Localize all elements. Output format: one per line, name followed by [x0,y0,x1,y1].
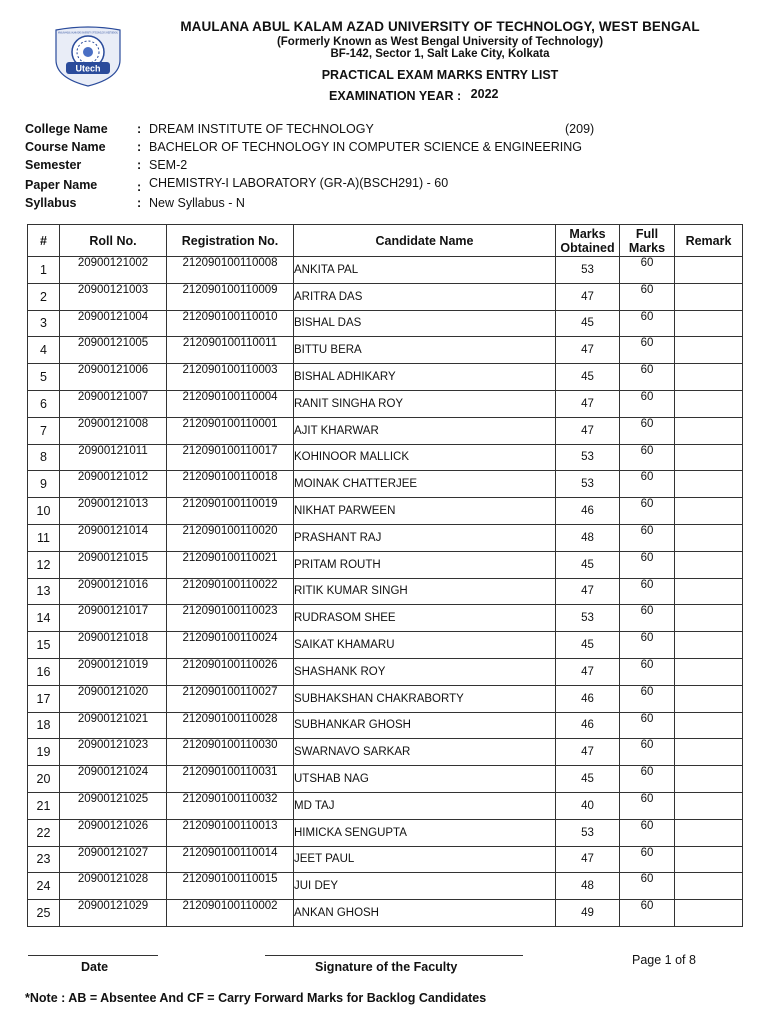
registration-number: 212090100110018 [167,471,294,498]
full-marks: 60 [620,364,675,391]
colon: : [137,196,142,210]
roll-number: 20900121027 [60,846,167,873]
candidate-name: BITTU BERA [294,337,556,364]
row-index: 12 [28,551,60,578]
row-index: 6 [28,390,60,417]
candidate-name: PRASHANT RAJ [294,524,556,551]
remark [675,283,743,310]
row-index: 21 [28,792,60,819]
candidate-name: ANKITA PAL [294,257,556,284]
full-marks: 60 [620,739,675,766]
roll-number: 20900121012 [60,471,167,498]
registration-number: 212090100110026 [167,658,294,685]
registration-number: 212090100110022 [167,578,294,605]
page-indicator: Page 1 of 8 [632,953,696,967]
marks-table [27,224,743,927]
roll-number: 20900121016 [60,578,167,605]
full-marks: 60 [620,578,675,605]
registration-number: 212090100110031 [167,766,294,793]
colon: : [137,158,142,172]
date-label: Date [81,960,109,974]
candidate-name: UTSHAB NAG [294,766,556,793]
full-marks: 60 [620,390,675,417]
marks-obtained: 47 [556,283,620,310]
full-marks: 60 [620,551,675,578]
course-name: BACHELOR OF TECHNOLOGY IN COMPUTER SCIENCE & ENGINEERING [149,140,582,154]
full-marks: 60 [620,766,675,793]
registration-number: 212090100110020 [167,524,294,551]
full-marks: 60 [620,900,675,927]
table-row [28,524,743,551]
roll-number: 20900121013 [60,498,167,525]
candidate-name: ANKAN GHOSH [294,900,556,927]
row-index: 2 [28,283,60,310]
table-row [28,685,743,712]
row-index: 15 [28,632,60,659]
remark [675,498,743,525]
roll-number: 20900121017 [60,605,167,632]
remark [675,766,743,793]
remark [675,712,743,739]
candidate-name: HIMICKA SENGUPTA [294,819,556,846]
table-row [28,337,743,364]
roll-number: 20900121003 [60,283,167,310]
remark [675,578,743,605]
marks-obtained: 47 [556,417,620,444]
marks-obtained: 48 [556,873,620,900]
candidate-name: JEET PAUL [294,846,556,873]
remark [675,632,743,659]
marks-obtained: 47 [556,846,620,873]
candidate-name: PRITAM ROUTH [294,551,556,578]
remark [675,605,743,632]
row-index: 1 [28,257,60,284]
table-row [28,310,743,337]
full-marks: 60 [620,658,675,685]
remark [675,739,743,766]
row-index: 10 [28,498,60,525]
candidate-name: KOHINOOR MALLICK [294,444,556,471]
marks-obtained: 48 [556,524,620,551]
table-row [28,498,743,525]
registration-number: 212090100110009 [167,283,294,310]
table-row [28,364,743,391]
remark [675,417,743,444]
table-row [28,283,743,310]
registration-number: 212090100110028 [167,712,294,739]
col-full-header [620,225,675,257]
row-index: 23 [28,846,60,873]
table-row [28,819,743,846]
candidate-name: BISHAL ADHIKARY [294,364,556,391]
candidate-name: NIKHAT PARWEEN [294,498,556,525]
marks-obtained: 46 [556,498,620,525]
table-row [28,257,743,284]
full-marks: 60 [620,417,675,444]
table-row [28,658,743,685]
col-registration-header: Registration No. [167,225,294,257]
semester-label: Semester [25,158,82,172]
full-marks: 60 [620,819,675,846]
row-index: 22 [28,819,60,846]
candidate-name: ARITRA DAS [294,283,556,310]
roll-number: 20900121015 [60,551,167,578]
remark [675,685,743,712]
full-marks: 60 [620,524,675,551]
col-roll-header: Roll No. [60,225,167,257]
table-row [28,766,743,793]
registration-number: 212090100110015 [167,873,294,900]
full-marks: 60 [620,846,675,873]
table-row [28,551,743,578]
table-header-row [28,225,743,257]
remark [675,658,743,685]
roll-number: 20900121006 [60,364,167,391]
row-index: 24 [28,873,60,900]
full-marks: 60 [620,605,675,632]
marks-obtained: 45 [556,364,620,391]
date-line [28,955,158,956]
table-row [28,417,743,444]
roll-number: 20900121023 [60,739,167,766]
registration-number: 212090100110001 [167,417,294,444]
full-marks: 60 [620,685,675,712]
registration-number: 212090100110023 [167,605,294,632]
remark [675,873,743,900]
roll-number: 20900121004 [60,310,167,337]
full-marks: 60 [620,310,675,337]
candidate-name: MD TAJ [294,792,556,819]
registration-number: 212090100110011 [167,337,294,364]
colon: : [137,122,142,136]
roll-number: 20900121002 [60,257,167,284]
signature-line [265,955,523,956]
paper-name: CHEMISTRY-I LABORATORY (GR-A)(BSCH291) - 60 [149,176,449,190]
row-index: 8 [28,444,60,471]
full-marks: 60 [620,632,675,659]
roll-number: 20900121024 [60,766,167,793]
exam-year-label: EXAMINATION YEAR : [329,89,462,103]
registration-number: 212090100110010 [167,310,294,337]
table-row [28,605,743,632]
row-index: 17 [28,685,60,712]
remark [675,846,743,873]
registration-number: 212090100110024 [167,632,294,659]
exam-year-value: 2022 [470,87,499,101]
table-row [28,390,743,417]
col-marks-header [556,225,620,257]
marks-obtained: 47 [556,337,620,364]
marks-obtained: 53 [556,471,620,498]
registration-number: 212090100110032 [167,792,294,819]
marks-obtained: 47 [556,658,620,685]
candidate-name: RITIK KUMAR SINGH [294,578,556,605]
roll-number: 20900121011 [60,444,167,471]
registration-number: 212090100110002 [167,900,294,927]
full-marks: 60 [620,712,675,739]
university-name: MAULANA ABUL KALAM AZAD UNIVERSITY OF TECHNOLOGY, WEST BENGAL [180,19,700,34]
table-row [28,846,743,873]
college-label: College Name [25,122,108,136]
row-index: 5 [28,364,60,391]
syllabus-value: New Syllabus - N [149,196,245,210]
semester-value: SEM-2 [149,158,188,172]
row-index: 14 [28,605,60,632]
table-row [28,578,743,605]
marks-obtained: 46 [556,685,620,712]
row-index: 16 [28,658,60,685]
candidate-name: MOINAK CHATTERJEE [294,471,556,498]
registration-number: 212090100110003 [167,364,294,391]
marks-obtained: 49 [556,900,620,927]
remark [675,257,743,284]
full-marks: 60 [620,873,675,900]
marks-obtained: 53 [556,819,620,846]
full-marks: 60 [620,283,675,310]
candidate-name: JUI DEY [294,873,556,900]
full-marks: 60 [620,337,675,364]
logo-ring-text: MAULANA ABUL KALAM AZAD UNIVERSITY OF TECHNOLOGY, WEST BENGAL [58,30,119,35]
remark [675,444,743,471]
list-title: PRACTICAL EXAM MARKS ENTRY LIST [321,68,559,82]
exam-year-line [329,89,498,103]
remark [675,792,743,819]
candidate-name: BISHAL DAS [294,310,556,337]
full-marks: 60 [620,471,675,498]
signature-label: Signature of the Faculty [315,960,458,974]
row-index: 25 [28,900,60,927]
marks-obtained: 46 [556,712,620,739]
full-marks: 60 [620,257,675,284]
marks-header-line2: Obtained [560,240,615,255]
roll-number: 20900121026 [60,819,167,846]
college-code: (209) [565,122,595,136]
course-label: Course Name [25,140,106,154]
roll-number: 20900121008 [60,417,167,444]
candidate-name: SUBHANKAR GHOSH [294,712,556,739]
row-index: 19 [28,739,60,766]
candidate-name: RANIT SINGHA ROY [294,390,556,417]
table-row [28,873,743,900]
row-index: 9 [28,471,60,498]
full-marks: 60 [620,444,675,471]
roll-number: 20900121005 [60,337,167,364]
remark [675,364,743,391]
college-name: DREAM INSTITUTE OF TECHNOLOGY [149,122,374,136]
table-row [28,632,743,659]
marks-obtained: 45 [556,632,620,659]
candidate-name: RUDRASOM SHEE [294,605,556,632]
marks-obtained: 40 [556,792,620,819]
row-index: 4 [28,337,60,364]
registration-number: 212090100110030 [167,739,294,766]
logo-badge-text: Utech [75,63,101,74]
remark [675,900,743,927]
row-index: 20 [28,766,60,793]
table-row [28,900,743,927]
footnote: *Note : AB = Absentee And CF = Carry Forward Marks for Backlog Candidates [25,991,487,1005]
table-row [28,739,743,766]
remark [675,524,743,551]
table-row [28,712,743,739]
table-body [28,257,743,927]
row-index: 7 [28,417,60,444]
table-row [28,471,743,498]
row-index: 3 [28,310,60,337]
university-address: BF-142, Sector 1, Salt Lake City, Kolkata [330,48,550,60]
remark [675,551,743,578]
registration-number: 212090100110004 [167,390,294,417]
marks-obtained: 47 [556,578,620,605]
col-name-header: Candidate Name [294,225,556,257]
registration-number: 212090100110021 [167,551,294,578]
marks-obtained: 45 [556,310,620,337]
candidate-name: SHASHANK ROY [294,658,556,685]
marks-obtained: 53 [556,605,620,632]
university-logo [50,26,126,88]
row-index: 11 [28,524,60,551]
registration-number: 212090100110019 [167,498,294,525]
remark [675,337,743,364]
roll-number: 20900121020 [60,685,167,712]
marks-obtained: 47 [556,739,620,766]
candidate-name: SAIKAT KHAMARU [294,632,556,659]
roll-number: 20900121028 [60,873,167,900]
marks-obtained: 45 [556,551,620,578]
roll-number: 20900121014 [60,524,167,551]
registration-number: 212090100110013 [167,819,294,846]
row-index: 13 [28,578,60,605]
colon: : [137,140,142,154]
col-index-header: # [28,225,60,257]
roll-number: 20900121021 [60,712,167,739]
full-header-line2: Marks [628,240,666,255]
registration-number: 212090100110008 [167,257,294,284]
marks-obtained: 53 [556,257,620,284]
registration-number: 212090100110017 [167,444,294,471]
full-marks: 60 [620,792,675,819]
remark [675,471,743,498]
remark [675,819,743,846]
roll-number: 20900121019 [60,658,167,685]
registration-number: 212090100110027 [167,685,294,712]
former-name: (Formerly Known as West Bengal University of Technology) [276,36,604,48]
candidate-name: SUBHAKSHAN CHAKRABORTY [294,685,556,712]
paper-label: Paper Name [25,178,98,192]
row-index: 18 [28,712,60,739]
remark [675,390,743,417]
registration-number: 212090100110014 [167,846,294,873]
roll-number: 20900121025 [60,792,167,819]
remark [675,310,743,337]
candidate-name: AJIT KHARWAR [294,417,556,444]
marks-header-line1: Marks [569,226,606,241]
table-row [28,444,743,471]
roll-number: 20900121018 [60,632,167,659]
candidate-name: SWARNAVO SARKAR [294,739,556,766]
roll-number: 20900121007 [60,390,167,417]
colon: : [137,180,142,194]
table-row [28,792,743,819]
marks-obtained: 47 [556,390,620,417]
syllabus-label: Syllabus [25,196,77,210]
marks-obtained: 45 [556,766,620,793]
roll-number: 20900121029 [60,900,167,927]
col-remark-header: Remark [675,225,743,257]
marks-obtained: 53 [556,444,620,471]
full-marks: 60 [620,498,675,525]
full-header-line1: Full [635,226,659,241]
